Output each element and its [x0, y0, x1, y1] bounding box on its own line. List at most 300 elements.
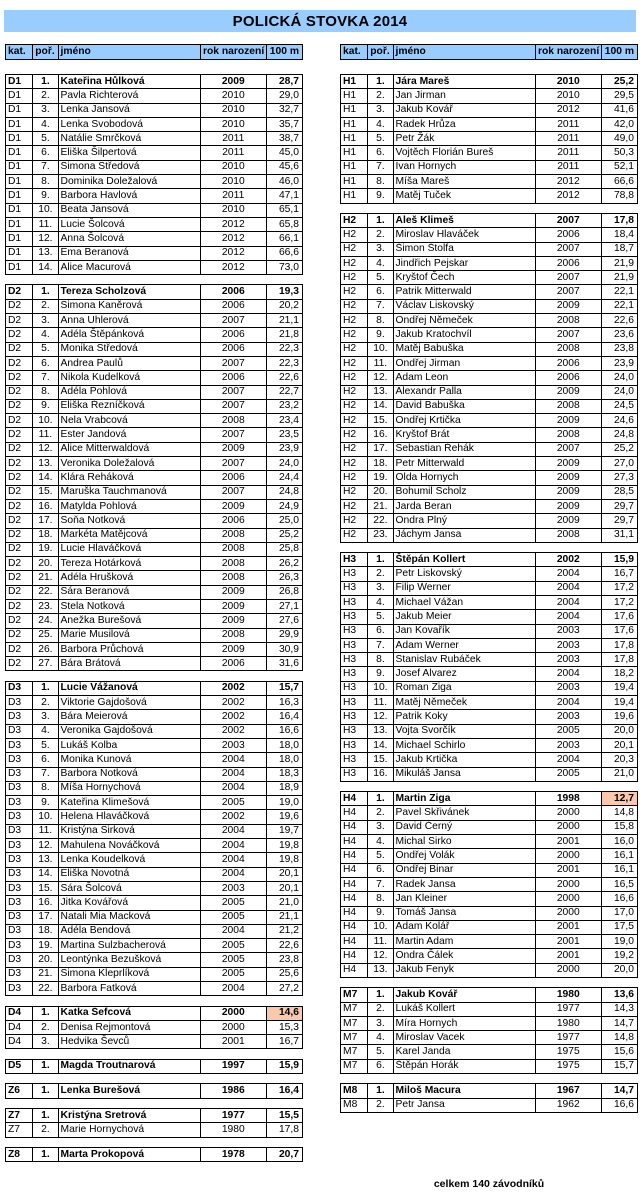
table-row	[341, 988, 638, 1002]
table-row	[6, 414, 303, 428]
table-row	[341, 724, 638, 738]
birth-year-cell: 2003	[535, 710, 601, 724]
birth-year-cell: 2011	[200, 132, 266, 146]
name-cell: Jakub Kovář	[393, 988, 535, 1002]
birth-year-cell: 2005	[200, 910, 266, 924]
name-cell: Adéla Bendová	[58, 924, 200, 938]
place-cell: 1.	[368, 1084, 393, 1098]
table-row	[341, 256, 638, 270]
place-cell: 8.	[368, 175, 393, 189]
time-cell: 45,0	[266, 146, 302, 160]
name-cell: Tereza Scholzová	[58, 285, 200, 299]
table-row	[341, 653, 638, 667]
name-cell: Radek Hrůza	[393, 117, 535, 131]
table-row	[6, 514, 303, 528]
table-row	[6, 710, 303, 724]
category-cell: H3	[341, 595, 368, 609]
place-cell: 13.	[33, 853, 58, 867]
time-cell: 100 m	[266, 45, 302, 60]
table-row	[6, 1108, 303, 1122]
place-cell: 2.	[368, 1002, 393, 1016]
place-cell: 3.	[33, 710, 58, 724]
table-row	[341, 581, 638, 595]
time-cell: 16,4	[266, 710, 302, 724]
birth-year-cell: 2009	[200, 614, 266, 628]
category-cell: D2	[6, 614, 33, 628]
table-row	[6, 160, 303, 174]
time-cell: 24,8	[601, 428, 637, 442]
table-row	[6, 103, 303, 117]
group-spacer	[6, 671, 303, 681]
name-cell: Roman Ziga	[393, 681, 535, 695]
time-cell: 12,7	[601, 792, 637, 806]
birth-year-cell: 2000	[535, 849, 601, 863]
group-spacer	[341, 542, 638, 552]
category-cell: H3	[341, 610, 368, 624]
birth-year-cell: 2007	[200, 485, 266, 499]
name-cell: Nela Vrabcová	[58, 414, 200, 428]
name-cell: Eliška Šilpertová	[58, 146, 200, 160]
birth-year-cell: 2007	[200, 428, 266, 442]
time-cell: 17,8	[601, 213, 637, 227]
name-cell: Matylda Pohlová	[58, 499, 200, 513]
birth-year-cell: 2002	[200, 710, 266, 724]
place-cell: 12.	[33, 839, 58, 853]
birth-year-cell: 1967	[535, 1084, 601, 1098]
birth-year-cell: 1975	[535, 1059, 601, 1073]
table-row	[341, 1016, 638, 1030]
place-cell: 2.	[368, 89, 393, 103]
time-cell: 15,5	[266, 1108, 302, 1122]
time-cell: 18,3	[266, 767, 302, 781]
table-row	[6, 738, 303, 752]
name-cell: Štěpán Horák	[393, 1059, 535, 1073]
table-row	[6, 117, 303, 131]
birth-year-cell: 2011	[535, 146, 601, 160]
name-cell: Martin Ziga	[393, 792, 535, 806]
name-cell: Simona Kleprlíková	[58, 967, 200, 981]
place-cell: 2.	[33, 89, 58, 103]
name-cell: Anna Šolcová	[58, 232, 200, 246]
time-cell: 24,4	[266, 471, 302, 485]
table-row	[341, 935, 638, 949]
birth-year-cell: 2007	[200, 457, 266, 471]
birth-year-cell: 2010	[200, 89, 266, 103]
name-cell: Katka Šefcová	[58, 1006, 200, 1020]
time-cell: 32,7	[266, 103, 302, 117]
place-cell: 11.	[368, 356, 393, 370]
place-cell: 8.	[368, 653, 393, 667]
birth-year-cell: 2006	[200, 657, 266, 671]
category-cell: H3	[341, 567, 368, 581]
name-cell: David Babuška	[393, 399, 535, 413]
table-row	[6, 867, 303, 881]
name-cell: Míša Mareš	[393, 175, 535, 189]
place-cell: 14.	[368, 738, 393, 752]
time-cell: 21,0	[601, 767, 637, 781]
table-row	[6, 428, 303, 442]
category-cell: D3	[6, 781, 33, 795]
time-cell: 27,0	[601, 457, 637, 471]
time-cell: 21,0	[266, 896, 302, 910]
category-cell: D2	[6, 499, 33, 513]
birth-year-cell: 2010	[200, 117, 266, 131]
table-row	[341, 242, 638, 256]
time-cell: 16,0	[601, 835, 637, 849]
place-cell: 10.	[33, 203, 58, 217]
time-cell: 19,6	[601, 710, 637, 724]
name-cell: Eliška Řezníčková	[58, 399, 200, 413]
group-spacer	[341, 1074, 638, 1084]
place-cell: 1.	[368, 213, 393, 227]
table-row	[6, 1035, 303, 1049]
time-cell: 15,7	[601, 1059, 637, 1073]
group-spacer	[6, 1074, 303, 1084]
name-cell: Sára Šolcová	[58, 881, 200, 895]
place-cell: 3.	[368, 103, 393, 117]
birth-year-cell: 2009	[535, 385, 601, 399]
category-cell: D1	[6, 203, 33, 217]
name-cell: Kryštof Čech	[393, 271, 535, 285]
birth-year-cell: 2007	[200, 356, 266, 370]
birth-year-cell: 2000	[535, 906, 601, 920]
name-cell: Jáchym Jansa	[393, 528, 535, 542]
category-cell: D4	[6, 1035, 33, 1049]
category-cell: D2	[6, 542, 33, 556]
birth-year-cell: 2012	[200, 260, 266, 274]
table-row	[341, 75, 638, 89]
place-cell: 5.	[368, 1045, 393, 1059]
category-cell: H2	[341, 514, 368, 528]
time-cell: 31,6	[266, 657, 302, 671]
time-cell: 17,8	[266, 1123, 302, 1137]
time-cell: 16,3	[266, 696, 302, 710]
table-row	[341, 132, 638, 146]
category-cell: D2	[6, 571, 33, 585]
category-cell: H1	[341, 132, 368, 146]
time-cell: 14,7	[601, 1016, 637, 1030]
birth-year-cell: 2003	[535, 681, 601, 695]
birth-year-cell: 2008	[535, 528, 601, 542]
place-cell: 6.	[33, 753, 58, 767]
time-cell: 18,4	[601, 228, 637, 242]
name-cell: Veronika Gajdošová	[58, 724, 200, 738]
name-cell: Ondřej Krtička	[393, 414, 535, 428]
name-cell: Jára Mareš	[393, 75, 535, 89]
birth-year-cell: 2007	[535, 213, 601, 227]
category-cell: D3	[6, 810, 33, 824]
birth-year-cell: 2008	[535, 342, 601, 356]
birth-year-cell: 2004	[200, 924, 266, 938]
place-cell: 8.	[33, 385, 58, 399]
time-cell: 14,6	[266, 1006, 302, 1020]
time-cell: 47,1	[266, 189, 302, 203]
birth-year-cell: 2008	[200, 557, 266, 571]
name-cell: Václav Liskovský	[393, 299, 535, 313]
place-cell: 1.	[368, 792, 393, 806]
name-cell: Míra Hornych	[393, 1016, 535, 1030]
name-cell: Stanislav Rubáček	[393, 653, 535, 667]
category-cell: M8	[341, 1084, 368, 1098]
birth-year-cell: 2007	[535, 442, 601, 456]
place-cell: 4.	[368, 595, 393, 609]
name-cell: Simona Kaněrová	[58, 299, 200, 313]
time-cell: 17,8	[601, 638, 637, 652]
birth-year-cell: 2007	[200, 399, 266, 413]
group-spacer	[6, 1098, 303, 1108]
birth-year-cell: 1997	[200, 1059, 266, 1073]
table-row	[6, 246, 303, 260]
table-row	[6, 939, 303, 953]
place-cell: 4.	[368, 835, 393, 849]
table-row	[341, 485, 638, 499]
category-cell: H4	[341, 949, 368, 963]
birth-year-cell: 2006	[200, 299, 266, 313]
page-title: POLICKÁ STOVKA 2014	[4, 10, 636, 32]
name-cell: Filip Werner	[393, 581, 535, 595]
birth-year-cell: 2000	[535, 806, 601, 820]
birth-year-cell: 2003	[535, 638, 601, 652]
time-cell: 73,0	[266, 260, 302, 274]
name-cell: Natali Mia Macková	[58, 910, 200, 924]
name-cell: Sebastian Řehák	[393, 442, 535, 456]
birth-year-cell: 2011	[200, 189, 266, 203]
table-row	[341, 863, 638, 877]
table-row	[341, 1084, 638, 1098]
name-cell: Bohumil Scholz	[393, 485, 535, 499]
table-row	[6, 314, 303, 328]
place-cell: 20.	[33, 953, 58, 967]
category-cell: M7	[341, 1002, 368, 1016]
name-cell: Beata Jansová	[58, 203, 200, 217]
category-cell: D1	[6, 160, 33, 174]
table-row	[341, 710, 638, 724]
time-cell: 19,3	[266, 285, 302, 299]
name-cell: Viktorie Gajdošová	[58, 696, 200, 710]
table-row	[6, 681, 303, 695]
table-row	[6, 385, 303, 399]
name-cell: Šimon Štolfa	[393, 242, 535, 256]
name-cell: Petr Mitterwald	[393, 457, 535, 471]
category-cell: H2	[341, 285, 368, 299]
table-row	[6, 1123, 303, 1137]
birth-year-cell: 2007	[535, 242, 601, 256]
place-cell: 20.	[33, 557, 58, 571]
category-cell: D3	[6, 796, 33, 810]
table-row	[341, 792, 638, 806]
name-cell: Vojta Svorčík	[393, 724, 535, 738]
birth-year-cell: 2000	[535, 963, 601, 977]
time-cell: 17,2	[601, 581, 637, 595]
place-cell: 3.	[368, 1016, 393, 1030]
time-cell: 28,7	[266, 75, 302, 89]
category-cell: D2	[6, 485, 33, 499]
category-cell: kat.	[341, 45, 368, 60]
name-cell: Vojtěch Florián Bureš	[393, 146, 535, 160]
birth-year-cell: 2009	[535, 299, 601, 313]
place-cell: 16.	[368, 767, 393, 781]
category-cell: H3	[341, 553, 368, 567]
birth-year-cell: 2009	[535, 457, 601, 471]
table-row	[6, 189, 303, 203]
name-cell: Adam Kolář	[393, 920, 535, 934]
birth-year-cell: 2002	[200, 696, 266, 710]
name-cell: Tereza Hotárková	[58, 557, 200, 571]
place-cell: 18.	[33, 528, 58, 542]
place-cell: 25.	[33, 628, 58, 642]
place-cell: 1.	[368, 988, 393, 1002]
name-cell: Veronika Doležalová	[58, 457, 200, 471]
time-cell: 52,1	[601, 160, 637, 174]
category-cell: H2	[341, 356, 368, 370]
place-cell: 16.	[33, 499, 58, 513]
name-cell: Markéta Matějcová	[58, 528, 200, 542]
birth-year-cell: 2011	[535, 160, 601, 174]
place-cell: 19.	[368, 471, 393, 485]
category-cell: D1	[6, 217, 33, 231]
place-cell: 17.	[33, 910, 58, 924]
name-cell: Jakub Kratochvíl	[393, 328, 535, 342]
place-cell: 10.	[368, 920, 393, 934]
time-cell: 16,7	[266, 1035, 302, 1049]
table-row	[341, 1098, 638, 1112]
category-cell: H2	[341, 314, 368, 328]
time-cell: 27,2	[266, 982, 302, 996]
table-row	[341, 949, 638, 963]
time-cell: 22,1	[601, 285, 637, 299]
place-cell: 4.	[33, 328, 58, 342]
table-row	[341, 371, 638, 385]
table-row	[341, 471, 638, 485]
place-cell: 8.	[33, 781, 58, 795]
category-cell: Z7	[6, 1108, 33, 1122]
place-cell: 10.	[368, 681, 393, 695]
place-cell: 9.	[368, 906, 393, 920]
birth-year-cell: 2005	[200, 939, 266, 953]
category-cell: H3	[341, 638, 368, 652]
time-cell: 24,5	[601, 399, 637, 413]
table-row	[6, 982, 303, 996]
birth-year-cell: 2004	[535, 667, 601, 681]
table-row	[6, 753, 303, 767]
time-cell: 45,6	[266, 160, 302, 174]
name-cell: Patrik Mitterwald	[393, 285, 535, 299]
birth-year-cell: 2001	[200, 1035, 266, 1049]
table-row	[341, 835, 638, 849]
place-cell: 14.	[368, 399, 393, 413]
birth-year-cell: 2002	[200, 681, 266, 695]
table-row	[341, 906, 638, 920]
birth-year-cell: 2005	[200, 796, 266, 810]
time-cell: 20,2	[266, 299, 302, 313]
place-cell: 5.	[33, 132, 58, 146]
time-cell: 19,0	[601, 935, 637, 949]
category-cell: D3	[6, 696, 33, 710]
place-cell: 6.	[33, 356, 58, 370]
time-cell: 14,8	[601, 806, 637, 820]
category-cell: D3	[6, 753, 33, 767]
name-cell: Helena Hlaváčková	[58, 810, 200, 824]
category-cell: D2	[6, 356, 33, 370]
category-cell: H4	[341, 849, 368, 863]
category-cell: D2	[6, 457, 33, 471]
place-cell: 5.	[368, 849, 393, 863]
table-row	[341, 1059, 638, 1073]
place-cell: 9.	[33, 399, 58, 413]
name-cell: Barbora Fatková	[58, 982, 200, 996]
time-cell: 31,1	[601, 528, 637, 542]
time-cell: 15,9	[601, 553, 637, 567]
place-cell: 2.	[368, 567, 393, 581]
name-cell: jméno	[393, 45, 535, 60]
category-cell: D3	[6, 710, 33, 724]
place-cell: 19.	[33, 939, 58, 953]
name-cell: Dominika Doležalová	[58, 175, 200, 189]
name-cell: Michael Vážan	[393, 595, 535, 609]
place-cell: 4.	[368, 117, 393, 131]
table-row	[341, 696, 638, 710]
time-cell: 26,2	[266, 557, 302, 571]
place-cell: 18.	[33, 924, 58, 938]
birth-year-cell: 2008	[200, 628, 266, 642]
category-cell: H2	[341, 328, 368, 342]
category-cell: H4	[341, 792, 368, 806]
time-cell: 16,5	[601, 877, 637, 891]
place-cell: 1.	[33, 681, 58, 695]
place-cell: 15.	[368, 414, 393, 428]
table-row	[341, 767, 638, 781]
table-row	[341, 528, 638, 542]
table-row	[6, 910, 303, 924]
time-cell: 20,3	[601, 753, 637, 767]
category-cell: Z7	[6, 1123, 33, 1137]
category-cell: D3	[6, 953, 33, 967]
time-cell: 18,0	[266, 738, 302, 752]
name-cell: Ivan Hornych	[393, 160, 535, 174]
table-row	[6, 371, 303, 385]
group-spacer	[6, 996, 303, 1006]
time-cell: 24,9	[266, 499, 302, 513]
name-cell: Magda Troutnarová	[58, 1059, 200, 1073]
table-row	[6, 953, 303, 967]
table-row	[6, 528, 303, 542]
birth-year-cell: 2003	[535, 653, 601, 667]
name-cell: Soňa Notková	[58, 514, 200, 528]
time-cell: 16,7	[601, 567, 637, 581]
category-cell: M7	[341, 1045, 368, 1059]
category-cell: D2	[6, 385, 33, 399]
category-cell: D1	[6, 175, 33, 189]
time-cell: 21,1	[266, 910, 302, 924]
table-row	[6, 724, 303, 738]
time-cell: 25,2	[601, 75, 637, 89]
place-cell: 10.	[33, 810, 58, 824]
category-cell: D2	[6, 642, 33, 656]
name-cell: Nikola Kudelková	[58, 371, 200, 385]
birth-year-cell: 2005	[535, 724, 601, 738]
table-row	[341, 146, 638, 160]
time-cell: 15,3	[266, 1020, 302, 1034]
table-row	[341, 356, 638, 370]
time-cell: 21,9	[601, 256, 637, 270]
table-row	[341, 328, 638, 342]
birth-year-cell: 2009	[200, 585, 266, 599]
name-cell: Matěj Němeček	[393, 696, 535, 710]
place-cell: 9.	[368, 189, 393, 203]
table-row	[341, 1002, 638, 1016]
name-cell: jméno	[58, 45, 200, 60]
table-row	[6, 796, 303, 810]
